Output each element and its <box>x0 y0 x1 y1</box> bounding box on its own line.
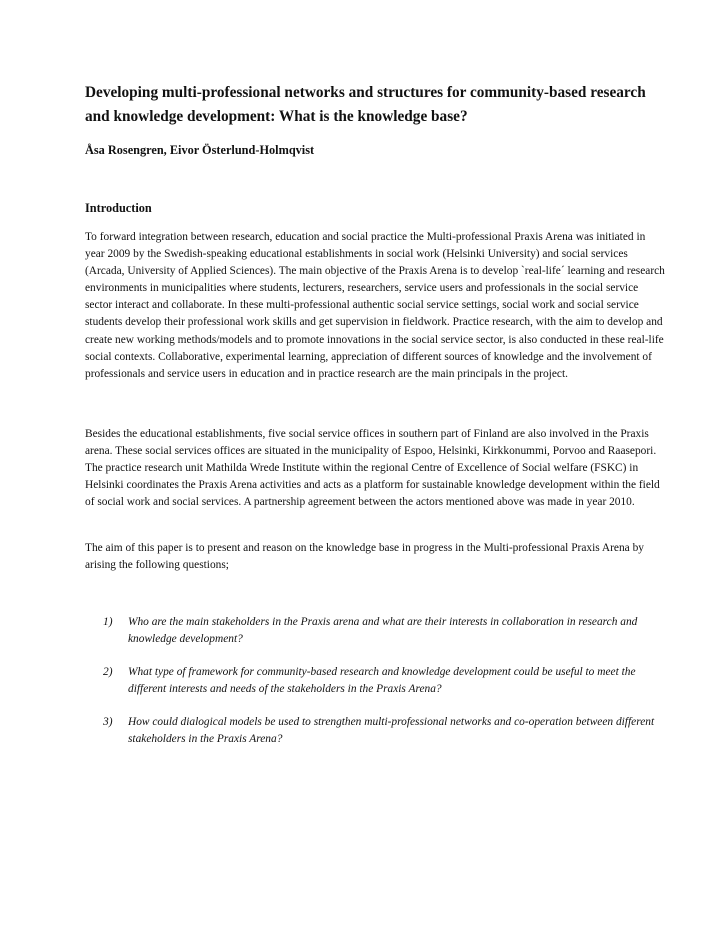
paragraph-1: To forward integration between research, education and social practice the Multi-professional Praxis Arena was initiated in year 2009 by the Swedish-speaking educational establishments in social work (Helsinki University) and social services (Arcada, University of Applied Sciences). The main objective of the Praxis Arena is to develop `real-life´ learning and research environments in municipalities where students, lecturers, researchers, service users and professionals in the social service sector interact and collaborate. In these multi-professional authentic social service settings, social work and social service students develop their professional work skills and get supervision in fieldwork. Practice research, with the aim to develop and create new working methods/models and to promote innovations in the social service sector, is also conducted in these real-life social contexts. Collaborative, experimental learning, appreciation of different sources of knowledge and the involvement of professionals and service users in education and in practice research are the main principals in the project. <box>85 231 665 380</box>
document-title: Developing multi-professional networks and structures for community-based research and knowledge development: What is the knowledge base? <box>85 84 646 125</box>
question-number: 2) <box>103 666 113 679</box>
question-text: What type of framework for community-based research and knowledge development could be useful to meet the different interests and needs of the stakeholders in the Praxis Arena? <box>128 666 636 696</box>
list-item <box>85 664 670 698</box>
question-number: 1) <box>103 616 113 628</box>
paragraph-2: Besides the educational establishments, five social service offices in southern part of Finland are also involved in the Praxis arena. These social services offices are situated in the municipality of Espoo, Helsinki, Kirkkonummi, Porvoo and Raasepori. The practice research unit Mathilda Wrede Institute within the regional Centre of Excellence of Social welfare (FSKC) in Helsinki coordinates the Praxis Arena activities and acts as a platform for sustainable knowledge development within the field of social work and social services. A partnership agreement between the actors mentioned above was made in year 2010. <box>85 428 660 509</box>
question-list <box>85 614 670 765</box>
question-number: 3) <box>103 716 113 729</box>
section-heading-introduction: Introduction <box>85 201 152 215</box>
document-authors: Åsa Rosengren, Eivor Österlund-Holmqvist <box>85 143 315 157</box>
list-item <box>85 714 670 748</box>
question-text: Who are the main stakeholders in the Praxis arena and what are their interests in collaboration in research and knowledge development? <box>128 616 638 646</box>
list-item <box>85 614 670 648</box>
question-text: How could dialogical models be used to strengthen multi-professional networks and co-operation between different stakeholders in the Praxis Arena? <box>128 716 655 746</box>
paragraph-3: The aim of this paper is to present and reason on the knowledge base in progress in the Multi-professional Praxis Arena by arising the following questions; <box>85 542 644 572</box>
